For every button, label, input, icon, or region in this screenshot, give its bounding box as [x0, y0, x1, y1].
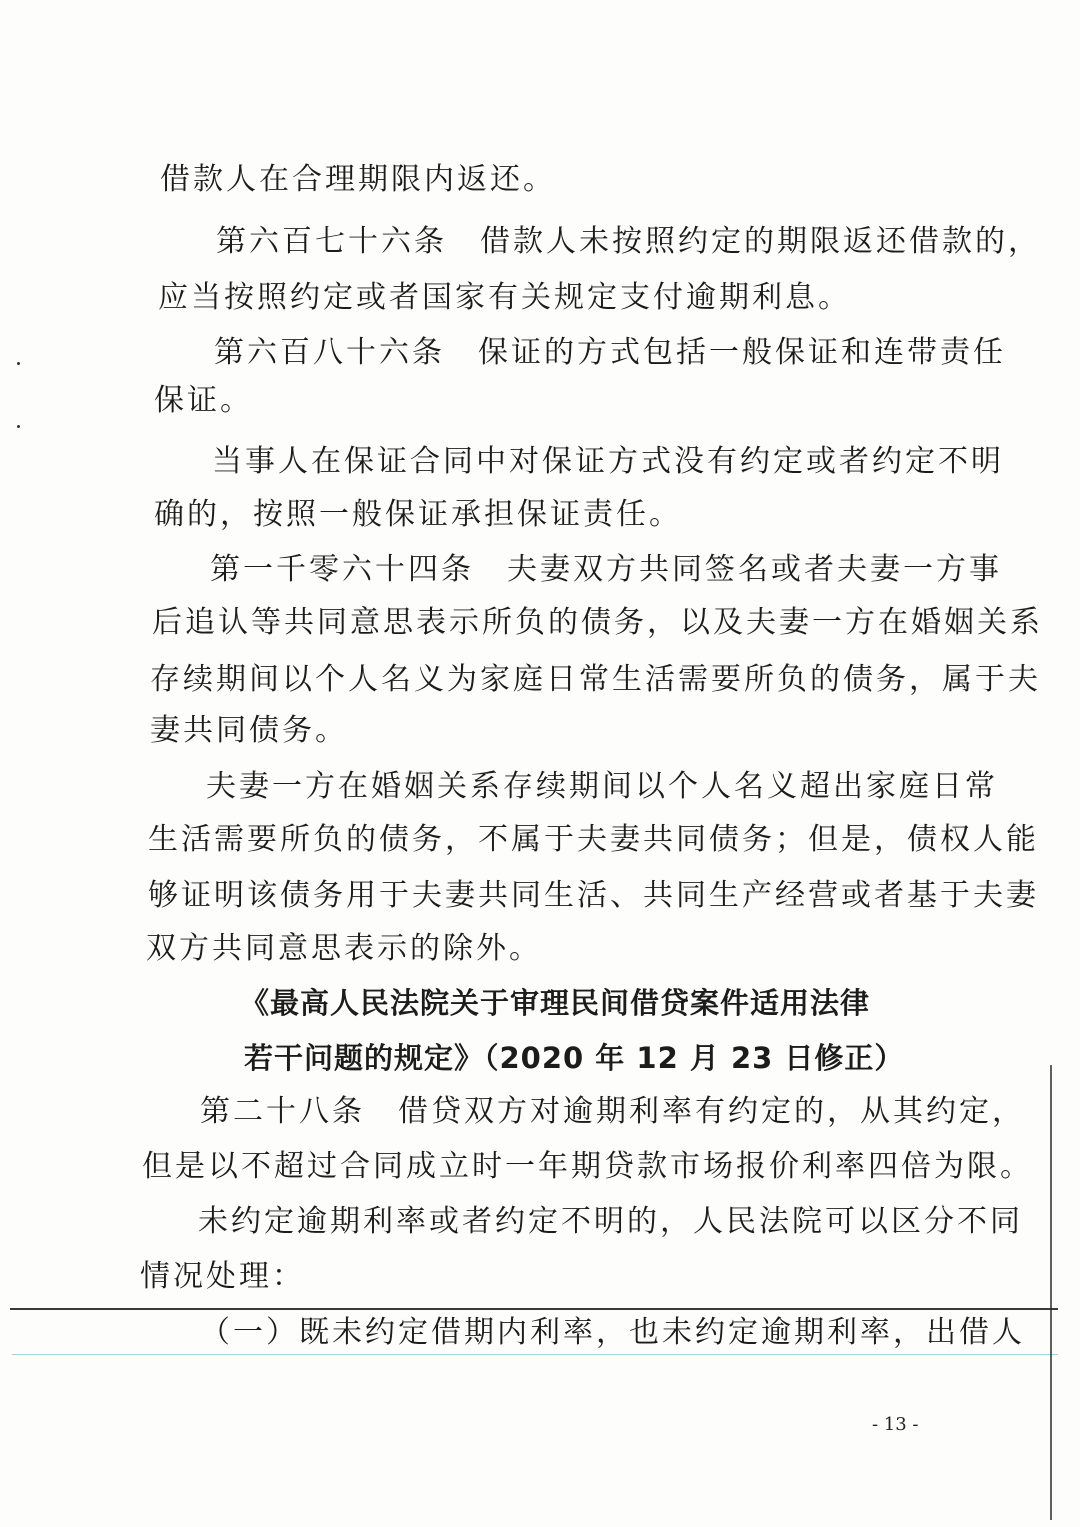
scan-dot [17, 362, 20, 365]
body-line: 未约定逾期利率或者约定不明的，人民法院可以区分不同 [198, 1204, 1023, 1239]
body-line: 但是以不超过合同成立时一年期贷款市场报价利率四倍为限。 [142, 1149, 1033, 1184]
scan-dot [17, 425, 20, 428]
scan-guide-line [12, 1354, 1058, 1355]
regulation-title-line-2: 若干问题的规定》（2020 年 12 月 23 日修正） [244, 1041, 905, 1075]
clause-1-line: （一）既未约定借期内利率，也未约定逾期利率，出借人 [200, 1315, 1025, 1350]
page-number: - 13 - [872, 1414, 919, 1435]
body-line: 生活需要所负的债务，不属于夫妻共同债务；但是，债权人能 [148, 822, 1039, 857]
article-686-line: 第六百八十六条 保证的方式包括一般保证和连带责任 [214, 335, 1006, 370]
regulation-title-line-1: 《最高人民法院关于审理民间借贷案件适用法律 [240, 986, 871, 1020]
body-line: 保证。 [154, 383, 253, 418]
body-line: 情况处理： [140, 1259, 305, 1294]
body-line: 存续期间以个人名义为家庭日常生活需要所负的债务，属于夫 [150, 662, 1041, 697]
body-line: 借款人在合理期限内返还。 [160, 162, 556, 197]
body-line: 双方共同意思表示的除外。 [146, 931, 542, 966]
scan-edge-line [1050, 1065, 1052, 1520]
body-line: 应当按照约定或者国家有关规定支付逾期利息。 [158, 280, 851, 315]
body-line: 当事人在保证合同中对保证方式没有约定或者约定不明 [212, 444, 1004, 479]
body-line: 够证明该债务用于夫妻共同生活、共同生产经营或者基于夫妻 [148, 878, 1039, 913]
body-line: 妻共同债务。 [150, 713, 348, 748]
article-28-line: 第二十八条 借贷双方对逾期利率有约定的，从其约定， [200, 1094, 1025, 1129]
article-1064-line: 第一千零六十四条 夫妻双方共同签名或者夫妻一方事 [210, 552, 1002, 587]
article-676-line: 第六百七十六条 借款人未按照约定的期限返还借款的， [216, 224, 1041, 259]
scan-horizontal-rule [10, 1308, 1058, 1310]
body-line: 确的，按照一般保证承担保证责任。 [154, 497, 682, 532]
body-line: 后追认等共同意思表示所负的债务，以及夫妻一方在婚姻关系 [152, 605, 1043, 640]
body-line: 夫妻一方在婚姻关系存续期间以个人名义超出家庭日常 [206, 769, 998, 804]
